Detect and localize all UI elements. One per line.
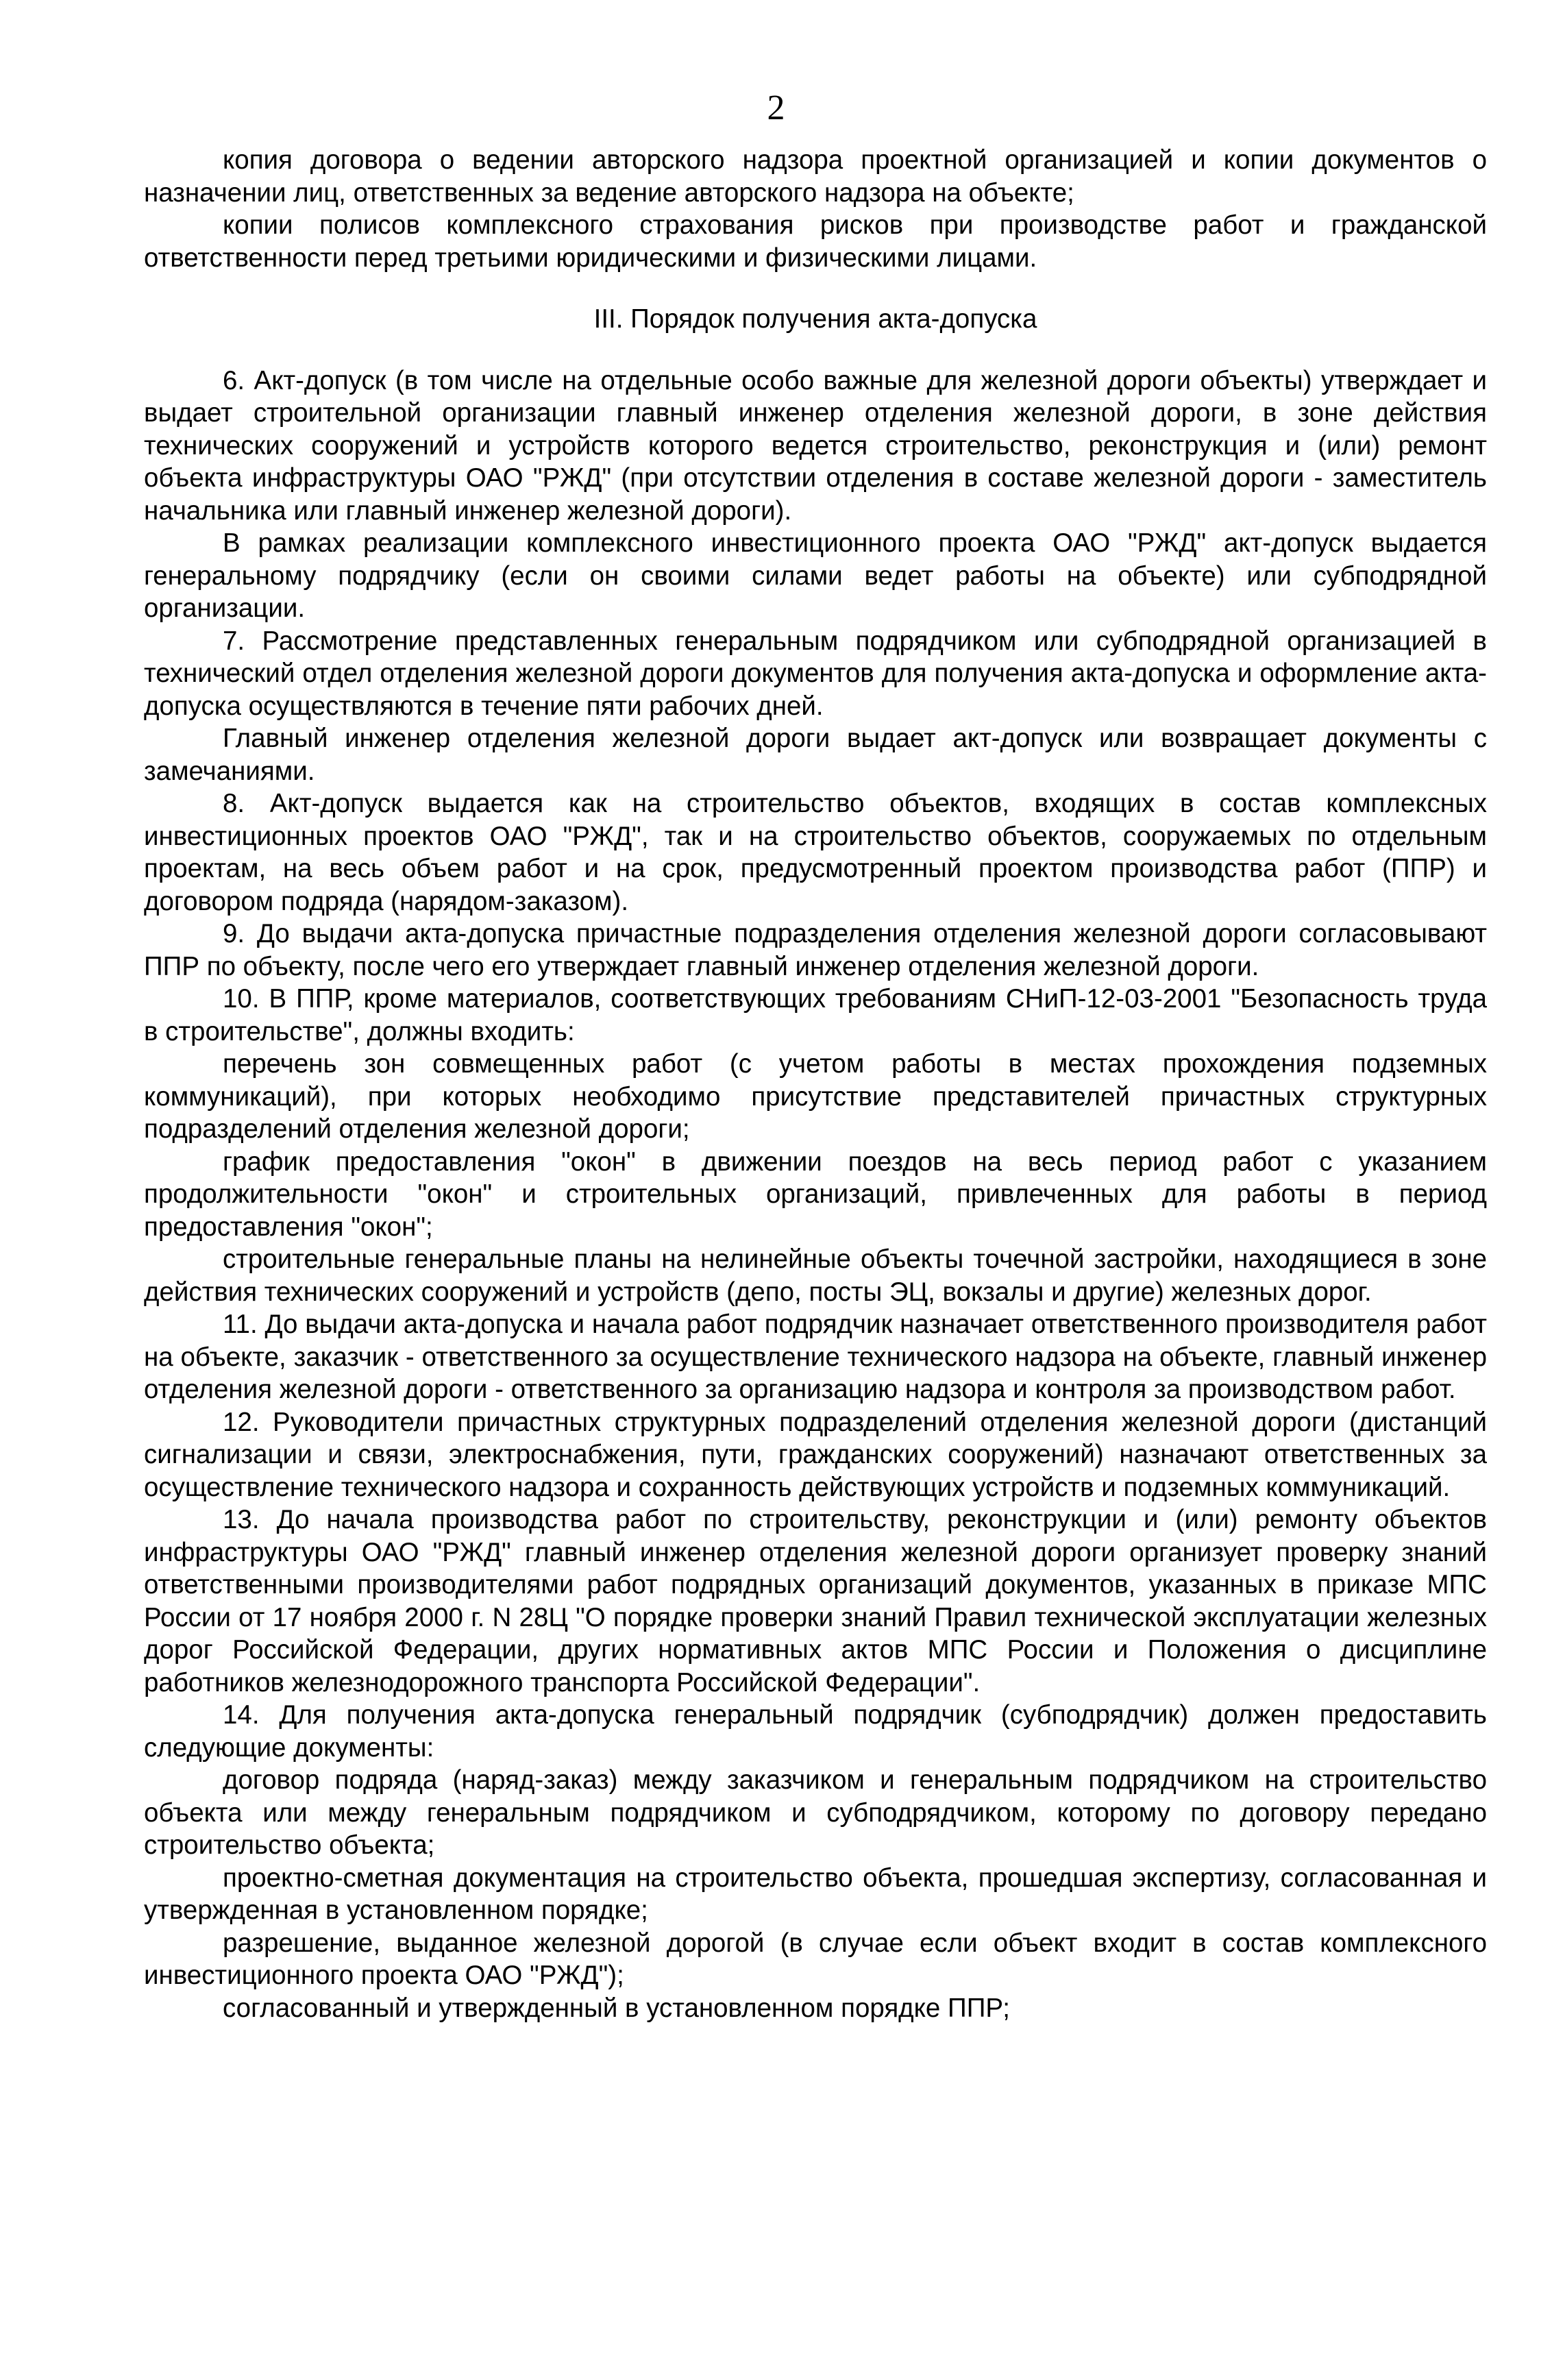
clause-14: 14. Для получения акта-допуска генеральный подрядчик (субподрядчик) должен предоставить следующие документы: bbox=[144, 1700, 1487, 1763]
section-heading: III. Порядок получения акта-допуска bbox=[593, 304, 1037, 334]
page-number: 2 bbox=[767, 88, 785, 127]
list-item-site-plans: строительные генеральные планы на нелинейные объекты точечной застройки, находящиеся в зоне действия технических сооружений и устройств (депо, посты ЭЦ, вокзалы и другие) железных дорог. bbox=[144, 1244, 1487, 1307]
document-body bbox=[144, 144, 1487, 2024]
list-item-permit: разрешение, выданное железной дорогой (в случае если объект входит в состав комплексного инвестиционного проекта ОАО "РЖД"); bbox=[144, 1928, 1487, 1990]
clause-13: 13. До начала производства работ по строительству, реконструкции и (или) ремонту объектов инфраструктуры ОАО "РЖД" главный инженер отделения железной дороги организует проверку знаний ответственными производителями работ подрядных организаций документов, указанных в приказе МПС России от 17 ноября 2000 г. N 28Ц "О порядке проверки знаний Правил технической эксплуатации железных дорог Российской Федерации, других нормативных актов МПС России и Положения о дисциплине работников железнодорожного транспорта Российской Федерации". bbox=[144, 1505, 1487, 1697]
list-item-contract: договор подряда (наряд-заказ) между заказчиком и генеральным подрядчиком на строительство объекта или между генеральным подрядчиком и субподрядчиком, которому по договору передано строительство объекта; bbox=[144, 1765, 1487, 1860]
clause-7: 7. Рассмотрение представленных генеральным подрядчиком или субподрядной организацией в технический отдел отделения железной дороги документов для получения акта-допуска и оформление акта-допуска осуществляются в течение пяти рабочих дней. bbox=[144, 626, 1487, 721]
list-item-insurance-policies: копии полисов комплексного страхования рисков при производстве работ и гражданской ответственности перед третьими юридическими и физическими лицами. bbox=[144, 210, 1487, 273]
clause-9: 9. До выдачи акта-допуска причастные подразделения отделения железной дороги согласовывают ППР по объекту, после чего его утверждает главный инженер отделения железной дороги. bbox=[144, 919, 1487, 981]
clause-6-paragraph: В рамках реализации комплексного инвестиционного проекта ОАО "РЖД" акт-допуск выдается генеральному подрядчику (если он своими силами ведет работы на объекте) или субподрядной организации. bbox=[144, 528, 1487, 623]
clause-11: 11. До выдачи акта-допуска и начала работ подрядчик назначает ответственного производителя работ на объекте, заказчик - ответственного за осуществление технического надзора на объекте, главный инженер отделения железной дороги - ответственного за организацию надзора и контроля за производством работ. bbox=[144, 1310, 1487, 1404]
list-item-author-supervision: копия договора о ведении авторского надзора проектной организацией и копии документов о назначении лиц, ответственных за ведение авторского надзора на объекте; bbox=[144, 145, 1487, 208]
clause-6: 6. Акт-допуск (в том числе на отдельные особо важные для железной дороги объекты) утверждает и выдает строительной организации главный инженер отделения железной дороги, в зоне действия технических сооружений и устройств которого ведется строительство, реконструкция и (или) ремонт объекта инфраструктуры ОАО "РЖД" (при отсутствии отделения в составе железной дороги - заместитель начальника или главный инженер железной дороги). bbox=[144, 365, 1487, 526]
list-item-windows-schedule: график предоставления "окон" в движении поездов на весь период работ с указанием продолжительности "окон" и строительных организаций, привлеченных для работы в период предоставления "окон"; bbox=[144, 1146, 1487, 1242]
clause-7-paragraph: Главный инженер отделения железной дороги выдает акт-допуск или возвращает документы с замечаниями. bbox=[144, 724, 1487, 786]
clause-12: 12. Руководители причастных структурных подразделений отделения железной дороги (дистанций сигнализации и связи, электроснабжения, пути, гражданских сооружений) назначают ответственных за осуществление технического надзора и сохранность действующих устройств и подземных коммуникаций. bbox=[144, 1407, 1487, 1502]
clause-10: 10. В ППР, кроме материалов, соответствующих требованиям СНиП-12-03-2001 "Безопасность труда в строительстве", должны входить: bbox=[144, 984, 1487, 1046]
list-item-combined-work-zones: перечень зон совмещенных работ (с учетом работы в местах прохождения подземных коммуникаций), при которых необходимо присутствие представителей причастных структурных подразделений отделения железной дороги; bbox=[144, 1049, 1487, 1144]
list-item-approved-ppr: согласованный и утвержденный в установленном порядке ППР; bbox=[223, 1993, 1010, 2023]
list-item-design-docs: проектно-сметная документация на строительство объекта, прошедшая экспертизу, согласованная и утвержденная в установленном порядке; bbox=[144, 1863, 1487, 1925]
clause-8: 8. Акт-допуск выдается как на строительство объектов, входящих в состав комплексных инвестиционных проектов ОАО "РЖД", так и на строительство объектов, сооружаемых по отдельным проектам, на весь объем работ и на срок, предусмотренный проектом производства работ (ППР) и договором подряда (нарядом-заказом). bbox=[144, 789, 1487, 916]
